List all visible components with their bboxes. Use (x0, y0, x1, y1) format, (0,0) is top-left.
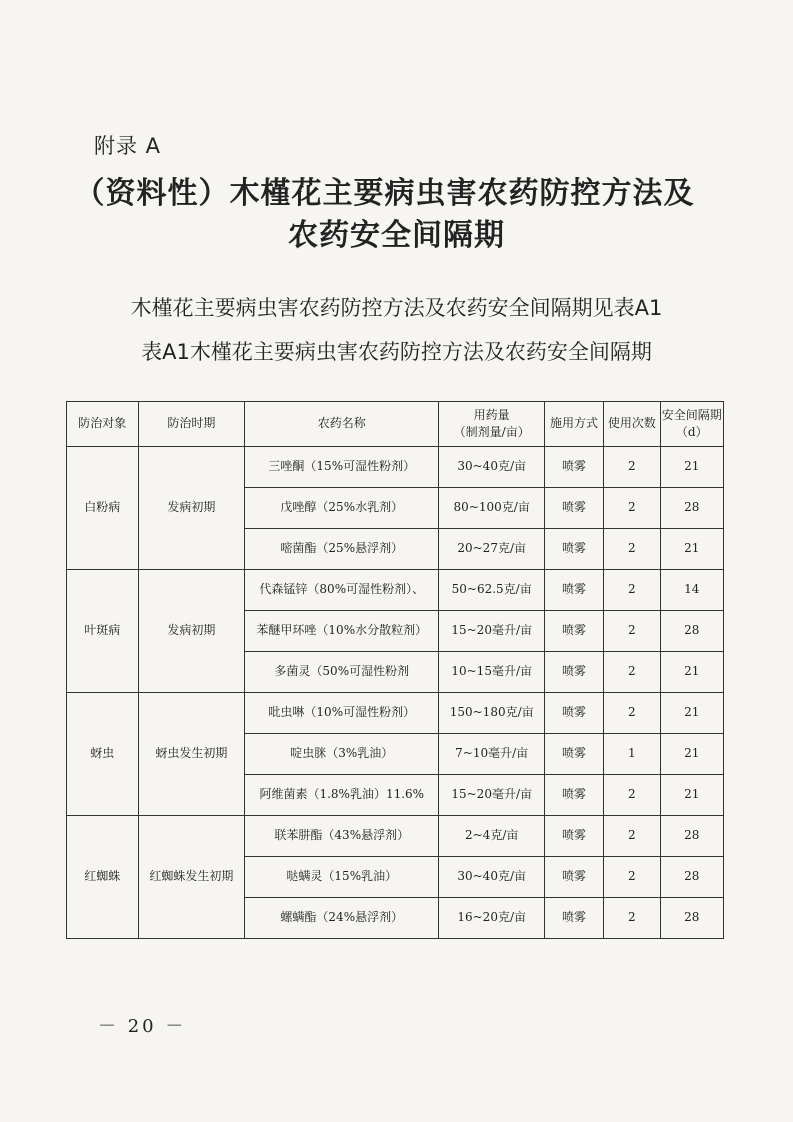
cell-times: 1 (604, 734, 660, 775)
cell-interval: 28 (660, 898, 723, 939)
cell-times: 2 (604, 898, 660, 939)
header-interval (660, 402, 723, 447)
cell-dosage: 20~27克/亩 (439, 529, 544, 570)
cell-dosage: 30~40克/亩 (439, 447, 544, 488)
cell-times: 2 (604, 529, 660, 570)
table-row (67, 816, 724, 857)
table-row (67, 447, 724, 488)
header-pesticide: 农药名称 (245, 402, 439, 447)
cell-method: 喷雾 (544, 898, 603, 939)
cell-method: 喷雾 (544, 857, 603, 898)
header-target: 防治对象 (67, 402, 139, 447)
cell-period: 蚜虫发生初期 (138, 693, 244, 816)
cell-dosage: 10~15毫升/亩 (439, 652, 544, 693)
cell-method: 喷雾 (544, 447, 603, 488)
page-number: － 20 － (98, 1016, 187, 1037)
cell-method: 喷雾 (544, 693, 603, 734)
header-period: 防治时期 (138, 402, 244, 447)
cell-times: 2 (604, 693, 660, 734)
cell-target: 白粉病 (67, 447, 139, 570)
cell-period: 发病初期 (138, 447, 244, 570)
cell-dosage: 15~20毫升/亩 (439, 775, 544, 816)
cell-interval: 21 (660, 447, 723, 488)
cell-pesticide: 联苯肼酯（43%悬浮剂） (245, 816, 439, 857)
cell-method: 喷雾 (544, 816, 603, 857)
cell-period: 红蜘蛛发生初期 (138, 816, 244, 939)
cell-method: 喷雾 (544, 611, 603, 652)
cell-pesticide: 啶虫脒（3%乳油） (245, 734, 439, 775)
cell-method: 喷雾 (544, 529, 603, 570)
cell-interval: 14 (660, 570, 723, 611)
cell-interval: 28 (660, 611, 723, 652)
cell-dosage: 80~100克/亩 (439, 488, 544, 529)
cell-target: 叶斑病 (67, 570, 139, 693)
cell-pesticide: 戊唑醇（25%水乳剂） (245, 488, 439, 529)
header-dosage-line1: 用药量 (473, 407, 510, 422)
cell-times: 2 (604, 775, 660, 816)
header-method: 施用方式 (544, 402, 603, 447)
cell-pesticide: 三唑酮（15%可湿性粉剂） (245, 447, 439, 488)
cell-dosage: 50~62.5克/亩 (439, 570, 544, 611)
header-interval-line1: 安全间隔期 (661, 407, 722, 422)
cell-dosage: 15~20毫升/亩 (439, 611, 544, 652)
cell-times: 2 (604, 857, 660, 898)
cell-period: 发病初期 (138, 570, 244, 693)
cell-interval: 28 (660, 857, 723, 898)
cell-interval: 21 (660, 775, 723, 816)
cell-interval: 28 (660, 816, 723, 857)
cell-times: 2 (604, 652, 660, 693)
cell-method: 喷雾 (544, 734, 603, 775)
document-title-line2: 农药安全间隔期 (288, 218, 505, 253)
cell-interval: 21 (660, 652, 723, 693)
cell-dosage: 7~10毫升/亩 (439, 734, 544, 775)
cell-dosage: 2~4克/亩 (439, 816, 544, 857)
table-caption: 表A1木槿花主要病虫害农药防控方法及农药安全间隔期 (141, 340, 652, 364)
cell-pesticide: 阿维菌素（1.8%乳油）11.6% (245, 775, 439, 816)
header-dosage-line2: （制剂量/亩） (453, 425, 530, 439)
header-times: 使用次数 (604, 402, 660, 447)
cell-interval: 28 (660, 488, 723, 529)
cell-pesticide: 代森锰锌（80%可湿性粉剂）、 (245, 570, 439, 611)
table-row (67, 693, 724, 734)
cell-times: 2 (604, 816, 660, 857)
cell-pesticide: 多菌灵（50%可湿性粉剂 (245, 652, 439, 693)
cell-times: 2 (604, 570, 660, 611)
cell-method: 喷雾 (544, 652, 603, 693)
cell-pesticide: 哒螨灵（15%乳油） (245, 857, 439, 898)
pesticide-table (66, 401, 724, 939)
cell-method: 喷雾 (544, 775, 603, 816)
cell-pesticide: 吡虫啉（10%可湿性粉剂） (245, 693, 439, 734)
cell-dosage: 30~40克/亩 (439, 857, 544, 898)
cell-dosage: 150~180克/亩 (439, 693, 544, 734)
cell-times: 2 (604, 447, 660, 488)
cell-pesticide: 螺螨酯（24%悬浮剂） (245, 898, 439, 939)
appendix-label: 附录 A (94, 134, 162, 158)
cell-times: 2 (604, 488, 660, 529)
cell-method: 喷雾 (544, 488, 603, 529)
cell-pesticide: 苯醚甲环唑（10%水分散粒剂） (245, 611, 439, 652)
header-dosage (439, 402, 544, 447)
intro-text: 木槿花主要病虫害农药防控方法及农药安全间隔期见表A1 (130, 296, 663, 320)
header-interval-line2: （d） (675, 425, 708, 439)
cell-method: 喷雾 (544, 570, 603, 611)
cell-target: 红蜘蛛 (67, 816, 139, 939)
cell-interval: 21 (660, 529, 723, 570)
cell-interval: 21 (660, 693, 723, 734)
document-title-line1: （资料性）木槿花主要病虫害农药防控方法及 (74, 176, 695, 211)
cell-interval: 21 (660, 734, 723, 775)
cell-pesticide: 嘧菌酯（25%悬浮剂） (245, 529, 439, 570)
table-header-row (67, 402, 724, 447)
cell-target: 蚜虫 (67, 693, 139, 816)
cell-dosage: 16~20克/亩 (439, 898, 544, 939)
cell-times: 2 (604, 611, 660, 652)
table-row (67, 570, 724, 611)
